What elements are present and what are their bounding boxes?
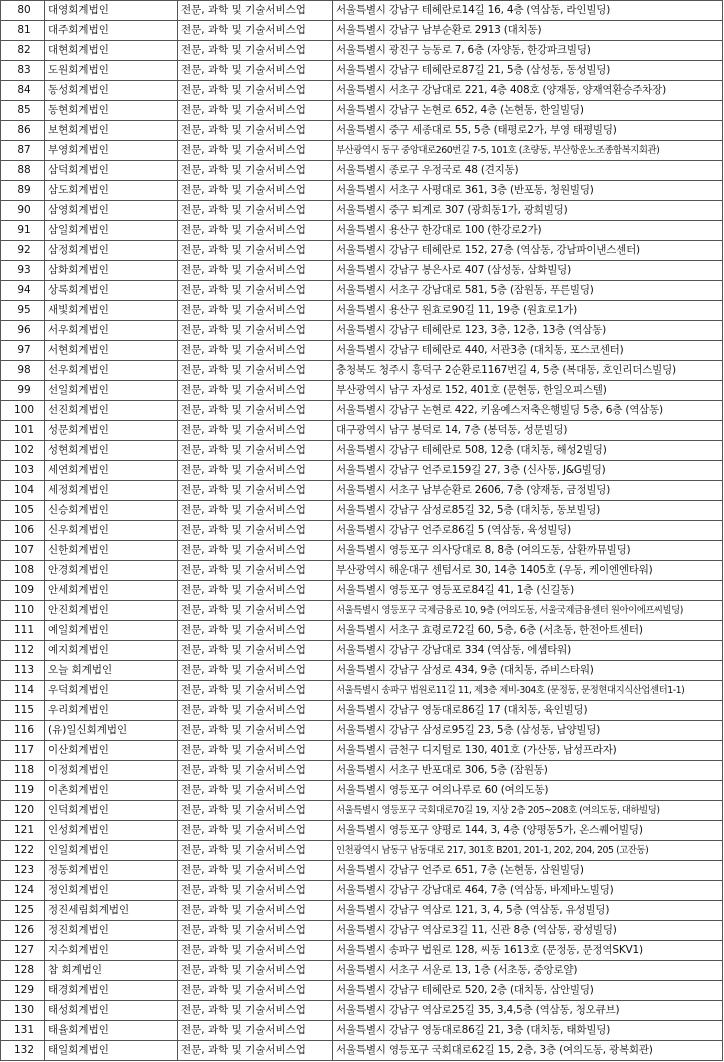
industry: 전문, 과학 및 기술서비스업: [178, 201, 333, 221]
table-row: [1, 81, 723, 101]
firm-name: 참 회계법인: [45, 961, 178, 981]
table-row: [1, 541, 723, 561]
table-row: [1, 941, 723, 961]
industry: 전문, 과학 및 기술서비스업: [178, 41, 333, 61]
firm-name: 도원회계법인: [45, 61, 178, 81]
firm-name: 삼도회계법인: [45, 181, 178, 201]
industry: 전문, 과학 및 기술서비스업: [178, 681, 333, 701]
industry: 전문, 과학 및 기술서비스업: [178, 721, 333, 741]
address: 서울특별시 강남구 테헤란로 152, 27층 (역삼동, 강남파이낸스센터): [333, 241, 723, 261]
row-number: 129: [1, 981, 45, 1001]
industry: 전문, 과학 및 기술서비스업: [178, 661, 333, 681]
row-number: 100: [1, 401, 45, 421]
address: 서울특별시 영등포구 영등포로84길 41, 1층 (신길동): [333, 581, 723, 601]
row-number: 83: [1, 61, 45, 81]
table-row: [1, 341, 723, 361]
industry: 전문, 과학 및 기술서비스업: [178, 441, 333, 461]
firm-name: 세연회계법인: [45, 461, 178, 481]
address: 서울특별시 강남구 테헤란로87길 21, 5층 (삼성동, 동성빌딩): [333, 61, 723, 81]
firm-name: 안진회계법인: [45, 601, 178, 621]
address: 대구광역시 남구 봉덕로 14, 7층 (봉덕동, 성문빌딩): [333, 421, 723, 441]
firm-name: 오늘 회계법인: [45, 661, 178, 681]
row-number: 109: [1, 581, 45, 601]
industry: 전문, 과학 및 기술서비스업: [178, 941, 333, 961]
row-number: 103: [1, 461, 45, 481]
table-row: [1, 1001, 723, 1021]
address: 서울특별시 강남구 강남대로 464, 7층 (역삼동, 바제바노빌딩): [333, 881, 723, 901]
address: 서울특별시 용산구 원효로90길 11, 19층 (원효로1가): [333, 301, 723, 321]
table-row: [1, 721, 723, 741]
address: 서울특별시 강남구 테헤란로 440, 서관3층 (대치동, 포스코센터): [333, 341, 723, 361]
table-row: [1, 421, 723, 441]
row-number: 111: [1, 621, 45, 641]
firm-name: 보현회계법인: [45, 121, 178, 141]
address: 서울특별시 서초구 남부순환로 2606, 7층 (양재동, 금정빌딩): [333, 481, 723, 501]
address: 서울특별시 서초구 강남대로 581, 5층 (잠원동, 푸른빌딩): [333, 281, 723, 301]
industry: 전문, 과학 및 기술서비스업: [178, 101, 333, 121]
row-number: 127: [1, 941, 45, 961]
firm-name: 인성회계법인: [45, 821, 178, 841]
industry: 전문, 과학 및 기술서비스업: [178, 21, 333, 41]
firm-name: 대주회계법인: [45, 21, 178, 41]
address: 서울특별시 중구 세종대로 55, 5층 (태평로2가, 부영 태평빌딩): [333, 121, 723, 141]
firm-name: 신한회계법인: [45, 541, 178, 561]
address: 서울특별시 강남구 강남대로 334 (역삼동, 에셈타워): [333, 641, 723, 661]
firm-name: 서우회계법인: [45, 321, 178, 341]
industry: 전문, 과학 및 기술서비스업: [178, 561, 333, 581]
row-number: 85: [1, 101, 45, 121]
table-row: [1, 901, 723, 921]
address: 서울특별시 서초구 효령로72길 60, 5층, 6층 (서초동, 한전아트센터): [333, 621, 723, 641]
table-row: [1, 581, 723, 601]
address: 서울특별시 종로구 우정국로 48 (견지동): [333, 161, 723, 181]
row-number: 125: [1, 901, 45, 921]
firm-name: 안경회계법인: [45, 561, 178, 581]
firm-name: 삼정회계법인: [45, 241, 178, 261]
industry: 전문, 과학 및 기술서비스업: [178, 1001, 333, 1021]
row-number: 131: [1, 1021, 45, 1041]
row-number: 96: [1, 321, 45, 341]
row-number: 132: [1, 1041, 45, 1061]
table-row: [1, 861, 723, 881]
firm-name: 대현회계법인: [45, 41, 178, 61]
table-row: [1, 701, 723, 721]
row-number: 130: [1, 1001, 45, 1021]
table-row: [1, 821, 723, 841]
firm-name: 우덕회계법인: [45, 681, 178, 701]
table-row: [1, 161, 723, 181]
table-row: [1, 121, 723, 141]
industry: 전문, 과학 및 기술서비스업: [178, 321, 333, 341]
row-number: 92: [1, 241, 45, 261]
firm-name: 동성회계법인: [45, 81, 178, 101]
address: 서울특별시 영등포구 의사당대로 8, 8층 (여의도동, 삼환까뮤빌딩): [333, 541, 723, 561]
address: 서울특별시 강남구 테헤란로 508, 12층 (대치동, 해성2빌딩): [333, 441, 723, 461]
table-row: [1, 841, 723, 861]
row-number: 123: [1, 861, 45, 881]
industry: 전문, 과학 및 기술서비스업: [178, 801, 333, 821]
address: 서울특별시 영등포구 국회대로70길 19, 지상 2층 205~208호 (여의도동, 대하빌딩): [333, 801, 723, 821]
address: 서울특별시 강남구 논현로 652, 4층 (논현동, 한일빌딩): [333, 101, 723, 121]
industry: 전문, 과학 및 기술서비스업: [178, 821, 333, 841]
address: 서울특별시 강남구 역삼로3길 11, 신관 8층 (역삼동, 광성빌딩): [333, 921, 723, 941]
firm-name: 성문회계법인: [45, 421, 178, 441]
row-number: 106: [1, 521, 45, 541]
table-row: [1, 221, 723, 241]
industry: 전문, 과학 및 기술서비스업: [178, 361, 333, 381]
row-number: 116: [1, 721, 45, 741]
firm-name: 예지회계법인: [45, 641, 178, 661]
firm-name: 정진세림회계법인: [45, 901, 178, 921]
address: 서울특별시 강남구 영동대로86길 17 (대치동, 육인빌딩): [333, 701, 723, 721]
table-row: [1, 381, 723, 401]
industry: 전문, 과학 및 기술서비스업: [178, 481, 333, 501]
industry: 전문, 과학 및 기술서비스업: [178, 741, 333, 761]
table-row: [1, 61, 723, 81]
firm-name: 인덕회계법인: [45, 801, 178, 821]
firm-name: 신우회계법인: [45, 521, 178, 541]
firm-name: 삼일회계법인: [45, 221, 178, 241]
firm-name: 선우회계법인: [45, 361, 178, 381]
industry: 전문, 과학 및 기술서비스업: [178, 981, 333, 1001]
table-row: [1, 681, 723, 701]
row-number: 86: [1, 121, 45, 141]
industry: 전문, 과학 및 기술서비스업: [178, 881, 333, 901]
industry: 전문, 과학 및 기술서비스업: [178, 541, 333, 561]
table-row: [1, 141, 723, 161]
industry: 전문, 과학 및 기술서비스업: [178, 841, 333, 861]
row-number: 82: [1, 41, 45, 61]
address: 서울특별시 송파구 법원로11길 11, 제3층 제비-304호 (문정동, 문정현대지식산업센터1-1): [333, 681, 723, 701]
row-number: 102: [1, 441, 45, 461]
industry: 전문, 과학 및 기술서비스업: [178, 901, 333, 921]
row-number: 119: [1, 781, 45, 801]
row-number: 87: [1, 141, 45, 161]
row-number: 91: [1, 221, 45, 241]
industry: 전문, 과학 및 기술서비스업: [178, 1021, 333, 1041]
address: 서울특별시 영등포구 양평로 144, 3, 4층 (양평동5가, 온스퀘어빌딩): [333, 821, 723, 841]
industry: 전문, 과학 및 기술서비스업: [178, 61, 333, 81]
industry: 전문, 과학 및 기술서비스업: [178, 1041, 333, 1061]
address: 서울특별시 강남구 테헤란로 123, 3층, 12층, 13층 (역삼동): [333, 321, 723, 341]
industry: 전문, 과학 및 기술서비스업: [178, 921, 333, 941]
firm-name: 태율회계법인: [45, 1021, 178, 1041]
firm-name: 선일회계법인: [45, 381, 178, 401]
firm-name: 이촌회계법인: [45, 781, 178, 801]
firm-name: 삼영회계법인: [45, 201, 178, 221]
industry: 전문, 과학 및 기술서비스업: [178, 781, 333, 801]
table-row: [1, 101, 723, 121]
address: 부산광역시 해운대구 센텀서로 30, 14층 1405호 (우동, 케이엔엔타워): [333, 561, 723, 581]
table-row: [1, 961, 723, 981]
firm-name: 성현회계법인: [45, 441, 178, 461]
firm-name: 정동회계법인: [45, 861, 178, 881]
industry: 전문, 과학 및 기술서비스업: [178, 181, 333, 201]
industry: 전문, 과학 및 기술서비스업: [178, 341, 333, 361]
firm-name: 태경회계법인: [45, 981, 178, 1001]
row-number: 121: [1, 821, 45, 841]
industry: 전문, 과학 및 기술서비스업: [178, 701, 333, 721]
firm-name: 대영회계법인: [45, 1, 178, 21]
industry: 전문, 과학 및 기술서비스업: [178, 141, 333, 161]
row-number: 104: [1, 481, 45, 501]
firm-name: 이정회계법인: [45, 761, 178, 781]
firm-name: 부영회계법인: [45, 141, 178, 161]
firm-name: 신승회계법인: [45, 501, 178, 521]
firm-name: 태성회계법인: [45, 1001, 178, 1021]
row-number: 81: [1, 21, 45, 41]
row-number: 122: [1, 841, 45, 861]
table-row: [1, 921, 723, 941]
table-row: [1, 201, 723, 221]
firm-name: 삼덕회계법인: [45, 161, 178, 181]
address: 서울특별시 용산구 한강대로 100 (한강로2가): [333, 221, 723, 241]
row-number: 113: [1, 661, 45, 681]
table-row: [1, 441, 723, 461]
table-row: [1, 601, 723, 621]
row-number: 89: [1, 181, 45, 201]
industry: 전문, 과학 및 기술서비스업: [178, 161, 333, 181]
address: 서울특별시 강남구 남부순환로 2913 (대치동): [333, 21, 723, 41]
address: 서울특별시 중구 퇴계로 307 (광희동1가, 광희빌딩): [333, 201, 723, 221]
table-row: [1, 781, 723, 801]
table-row: [1, 321, 723, 341]
row-number: 108: [1, 561, 45, 581]
firm-name: 예일회계법인: [45, 621, 178, 641]
table-row: [1, 881, 723, 901]
firm-name: 선진회계법인: [45, 401, 178, 421]
address: 부산광역시 남구 자성로 152, 401호 (문현동, 한일오피스텔): [333, 381, 723, 401]
industry: 전문, 과학 및 기술서비스업: [178, 581, 333, 601]
row-number: 99: [1, 381, 45, 401]
table-row: [1, 561, 723, 581]
table-row: [1, 241, 723, 261]
firm-name: 상록회계법인: [45, 281, 178, 301]
firm-name: 인일회계법인: [45, 841, 178, 861]
address: 서울특별시 강남구 삼성로85길 32, 5층 (대치동, 동보빌딩): [333, 501, 723, 521]
firm-name: 정인회계법인: [45, 881, 178, 901]
table-row: [1, 301, 723, 321]
row-number: 114: [1, 681, 45, 701]
industry: 전문, 과학 및 기술서비스업: [178, 621, 333, 641]
row-number: 88: [1, 161, 45, 181]
address: 서울특별시 영등포구 여의나루로 60 (여의도동): [333, 781, 723, 801]
industry: 전문, 과학 및 기술서비스업: [178, 301, 333, 321]
row-number: 105: [1, 501, 45, 521]
industry: 전문, 과학 및 기술서비스업: [178, 1, 333, 21]
table-row: [1, 761, 723, 781]
table-row: [1, 661, 723, 681]
address: 서울특별시 강남구 언주로159길 27, 3층 (신사동, J&G빌딩): [333, 461, 723, 481]
address: 서울특별시 서초구 서운로 13, 1층 (서초동, 중앙로얄): [333, 961, 723, 981]
address: 서울특별시 강남구 언주로86길 5 (역삼동, 육성빌딩): [333, 521, 723, 541]
address: 서울특별시 서초구 사평대로 361, 3층 (반포동, 청원빌딩): [333, 181, 723, 201]
address: 서울특별시 영등포구 국제금융로 10, 9층 (여의도동, 서울국제금융센터 원아이에프씨빌딩): [333, 601, 723, 621]
row-number: 90: [1, 201, 45, 221]
firm-name: 이산회계법인: [45, 741, 178, 761]
industry: 전문, 과학 및 기술서비스업: [178, 521, 333, 541]
table-row: [1, 41, 723, 61]
address: 서울특별시 강남구 삼성로 434, 9층 (대치동, 쥬비스타워): [333, 661, 723, 681]
row-number: 101: [1, 421, 45, 441]
industry: 전문, 과학 및 기술서비스업: [178, 601, 333, 621]
row-number: 93: [1, 261, 45, 281]
table-row: [1, 281, 723, 301]
industry: 전문, 과학 및 기술서비스업: [178, 221, 333, 241]
row-number: 118: [1, 761, 45, 781]
row-number: 120: [1, 801, 45, 821]
industry: 전문, 과학 및 기술서비스업: [178, 281, 333, 301]
industry: 전문, 과학 및 기술서비스업: [178, 501, 333, 521]
table-row: [1, 261, 723, 281]
industry: 전문, 과학 및 기술서비스업: [178, 861, 333, 881]
industry: 전문, 과학 및 기술서비스업: [178, 261, 333, 281]
address: 서울특별시 강남구 언주로 651, 7층 (논현동, 삼원빌딩): [333, 861, 723, 881]
table-row: [1, 1041, 723, 1061]
row-number: 115: [1, 701, 45, 721]
address: 부산광역시 동구 중앙대로260번길 7-5, 101호 (초량동, 부산항운노조종합복지회관): [333, 141, 723, 161]
address: 서울특별시 영등포구 국회대로62길 15, 2층, 3층 (여의도동, 광복회관): [333, 1041, 723, 1061]
firm-name: (유)일신회계법인: [45, 721, 178, 741]
firm-name: 세정회계법인: [45, 481, 178, 501]
address: 서울특별시 강남구 삼성로95길 23, 5층 (삼성동, 남양빌딩): [333, 721, 723, 741]
row-number: 80: [1, 1, 45, 21]
table-row: [1, 1021, 723, 1041]
industry: 전문, 과학 및 기술서비스업: [178, 401, 333, 421]
table-row: [1, 461, 723, 481]
table-row: [1, 181, 723, 201]
table-row: [1, 501, 723, 521]
firm-name: 정진회계법인: [45, 921, 178, 941]
industry: 전문, 과학 및 기술서비스업: [178, 761, 333, 781]
address: 서울특별시 강남구 역삼로25길 35, 3,4,5층 (역삼동, 청오큐브): [333, 1001, 723, 1021]
address: 서울특별시 서초구 반포대로 306, 5층 (잠원동): [333, 761, 723, 781]
table-row: [1, 21, 723, 41]
table-row: [1, 1, 723, 21]
firm-list-body: [1, 1, 723, 1061]
industry: 전문, 과학 및 기술서비스업: [178, 421, 333, 441]
firm-name: 서현회계법인: [45, 341, 178, 361]
table-row: [1, 521, 723, 541]
row-number: 110: [1, 601, 45, 621]
firm-name: 동현회계법인: [45, 101, 178, 121]
row-number: 107: [1, 541, 45, 561]
industry: 전문, 과학 및 기술서비스업: [178, 961, 333, 981]
row-number: 117: [1, 741, 45, 761]
table-row: [1, 741, 723, 761]
industry: 전문, 과학 및 기술서비스업: [178, 121, 333, 141]
address: 서울특별시 강남구 역삼로 121, 3, 4, 5층 (역삼동, 유성빌딩): [333, 901, 723, 921]
table-row: [1, 641, 723, 661]
industry: 전문, 과학 및 기술서비스업: [178, 81, 333, 101]
table-row: [1, 981, 723, 1001]
address: 서울특별시 강남구 테헤란로 520, 2층 (대치동, 삼안빌딩): [333, 981, 723, 1001]
firm-name: 안세회계법인: [45, 581, 178, 601]
row-number: 95: [1, 301, 45, 321]
firm-name: 새빛회계법인: [45, 301, 178, 321]
firm-name: 삼화회계법인: [45, 261, 178, 281]
industry: 전문, 과학 및 기술서비스업: [178, 381, 333, 401]
row-number: 126: [1, 921, 45, 941]
row-number: 94: [1, 281, 45, 301]
industry: 전문, 과학 및 기술서비스업: [178, 241, 333, 261]
table-row: [1, 801, 723, 821]
address: 서울특별시 서초구 강남대로 221, 4층 408호 (양재동, 양재역환승주차장): [333, 81, 723, 101]
address: 서울특별시 강남구 영동대로86길 21, 3층 (대치동, 태화빌딩): [333, 1021, 723, 1041]
address: 서울특별시 광진구 능동로 7, 6층 (자양동, 한강파크빌딩): [333, 41, 723, 61]
address: 충청북도 청주시 흥덕구 2순환로1167번길 4, 5층 (복대동, 호인리더스빌딩): [333, 361, 723, 381]
row-number: 84: [1, 81, 45, 101]
row-number: 112: [1, 641, 45, 661]
industry: 전문, 과학 및 기술서비스업: [178, 461, 333, 481]
address: 서울특별시 송파구 법원로 128, 씨동 1613호 (문정동, 문정역SKV1): [333, 941, 723, 961]
table-row: [1, 401, 723, 421]
row-number: 97: [1, 341, 45, 361]
address: 인천광역시 남동구 남동대로 217, 301호 B201, 201-1, 202, 204, 205 (고잔동): [333, 841, 723, 861]
row-number: 128: [1, 961, 45, 981]
address: 서울특별시 강남구 논현로 422, 키움예스저축은행빌딩 5층, 6층 (역삼동): [333, 401, 723, 421]
firm-name: 태일회계법인: [45, 1041, 178, 1061]
table-row: [1, 361, 723, 381]
address: 서울특별시 강남구 봉은사로 407 (삼성동, 삼화빌딩): [333, 261, 723, 281]
firm-name: 지수회계법인: [45, 941, 178, 961]
firm-name: 우리회계법인: [45, 701, 178, 721]
address: 서울특별시 금천구 디지털로 130, 401호 (가산동, 남성프라자): [333, 741, 723, 761]
table-row: [1, 621, 723, 641]
table-row: [1, 481, 723, 501]
row-number: 98: [1, 361, 45, 381]
address: 서울특별시 강남구 테헤란로14길 16, 4층 (역삼동, 라인빌딩): [333, 1, 723, 21]
industry: 전문, 과학 및 기술서비스업: [178, 641, 333, 661]
row-number: 124: [1, 881, 45, 901]
